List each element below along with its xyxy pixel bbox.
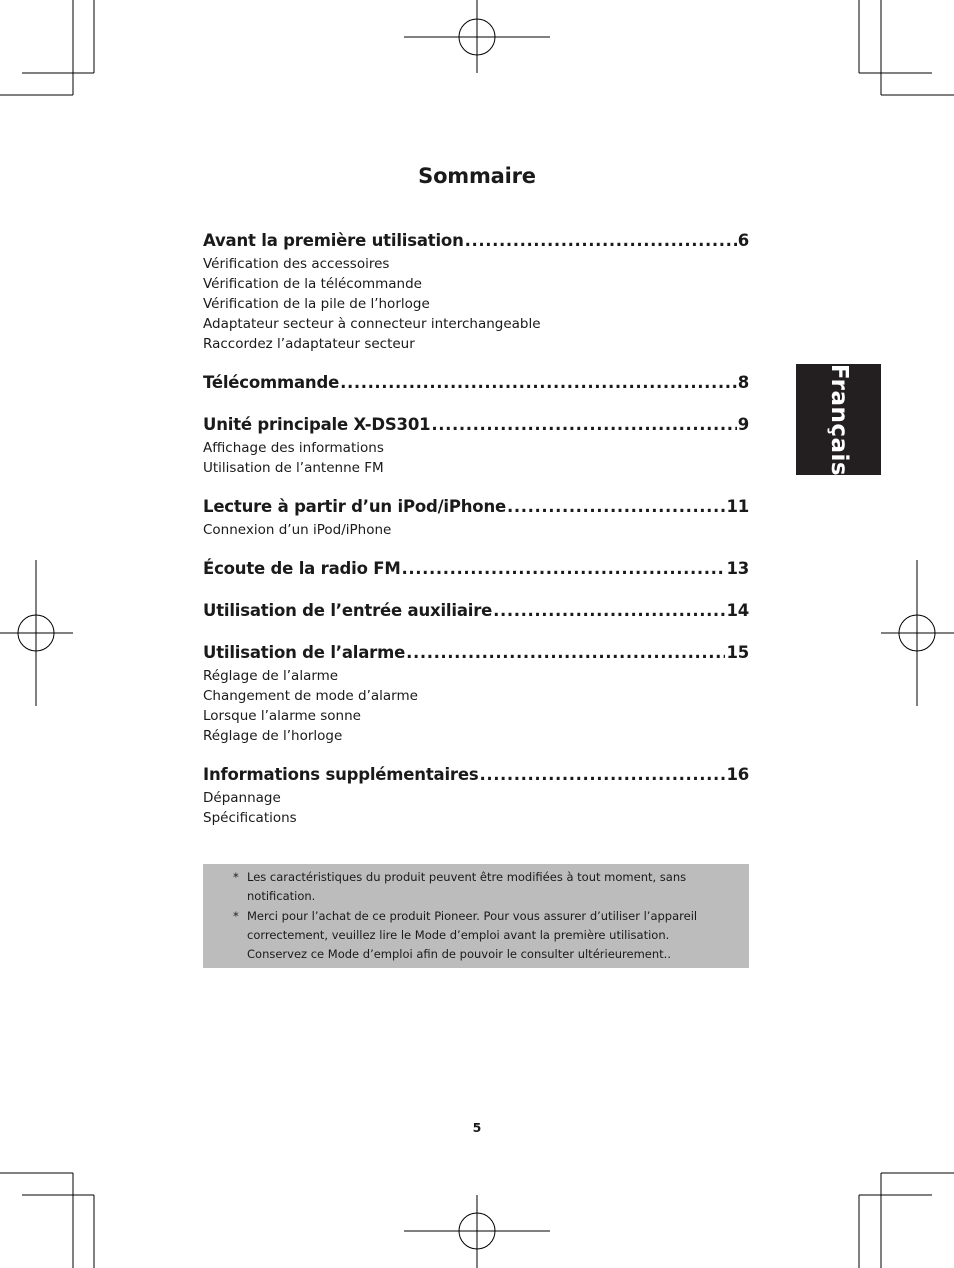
toc-section <box>203 640 749 746</box>
toc-subitem[interactable]: Utilisation de l’antenne FM <box>203 460 384 476</box>
toc-entry-page: 13 <box>726 559 749 578</box>
toc-entry[interactable] <box>203 762 749 788</box>
toc-subitem[interactable]: Changement de mode d’alarme <box>203 688 418 704</box>
toc-subitem[interactable]: Lorsque l’alarme sonne <box>203 708 361 724</box>
toc-entry[interactable] <box>203 598 749 624</box>
toc-subitem[interactable]: Connexion d’un iPod/iPhone <box>203 522 392 538</box>
page-title: Sommaire <box>418 164 536 188</box>
toc-leader-dots <box>431 412 736 438</box>
toc-entry[interactable] <box>203 640 749 666</box>
toc-entry-page: 11 <box>726 497 749 516</box>
toc-entry-page: 15 <box>726 643 749 662</box>
toc-subitem[interactable]: Adaptateur secteur à connecteur interchangeable <box>203 316 541 332</box>
toc-subitems <box>203 788 749 828</box>
note-marker: * <box>233 909 239 923</box>
toc-subitems <box>203 438 749 478</box>
toc-entry[interactable] <box>203 370 749 396</box>
toc-subitem[interactable]: Raccordez l’adaptateur secteur <box>203 336 415 352</box>
table-of-contents <box>203 228 749 844</box>
toc-subitem[interactable]: Réglage de l’horloge <box>203 728 343 744</box>
language-tab <box>796 364 881 475</box>
toc-entry-title: Utilisation de l’entrée auxiliaire <box>203 601 493 620</box>
toc-entry-title: Écoute de la radio FM <box>203 559 401 578</box>
toc-entry-page: 8 <box>737 373 749 392</box>
toc-section <box>203 762 749 828</box>
toc-entry-title: Avant la première utilisation <box>203 231 464 250</box>
toc-subitem[interactable]: Vérification de la pile de l’horloge <box>203 296 430 312</box>
note-item <box>233 868 731 906</box>
notes-list <box>233 868 731 964</box>
notes-box <box>203 864 749 968</box>
toc-subitem[interactable]: Réglage de l’alarme <box>203 668 339 684</box>
toc-entry-title: Lecture à partir d’un iPod/iPhone <box>203 497 506 516</box>
toc-entry[interactable] <box>203 412 749 438</box>
toc-entry[interactable] <box>203 494 749 520</box>
toc-section <box>203 494 749 540</box>
toc-entry-title: Utilisation de l’alarme <box>203 643 406 662</box>
toc-leader-dots <box>465 228 737 254</box>
toc-subitems <box>203 520 749 540</box>
toc-section <box>203 412 749 478</box>
toc-entry-page: 16 <box>726 765 749 784</box>
toc-leader-dots <box>406 640 725 666</box>
toc-entry-page: 14 <box>726 601 749 620</box>
toc-subitem[interactable]: Dépannage <box>203 790 281 806</box>
toc-section <box>203 370 749 396</box>
toc-subitem[interactable]: Vérification des accessoires <box>203 256 390 272</box>
note-text: Les caractéristiques du produit peuvent être modifiées à tout moment, sans notification. <box>247 870 687 903</box>
toc-leader-dots <box>507 494 725 520</box>
toc-leader-dots <box>493 598 725 624</box>
language-tab-label: Français <box>825 363 852 476</box>
note-marker: * <box>233 870 239 884</box>
toc-section <box>203 228 749 354</box>
note-item <box>233 907 731 964</box>
toc-leader-dots <box>340 370 737 396</box>
page-number: 5 <box>472 1120 482 1135</box>
toc-entry-title: Unité principale X-DS301 <box>203 415 431 434</box>
toc-leader-dots <box>479 762 725 788</box>
toc-section <box>203 598 749 624</box>
toc-entry-title: Informations supplémentaires <box>203 765 479 784</box>
toc-section <box>203 556 749 582</box>
toc-subitems <box>203 666 749 746</box>
toc-entry-title: Télécommande <box>203 373 340 392</box>
toc-subitem[interactable]: Vérification de la télécommande <box>203 276 422 292</box>
toc-entry-page: 6 <box>737 231 749 250</box>
toc-entry[interactable] <box>203 228 749 254</box>
toc-subitem[interactable]: Affichage des informations <box>203 440 384 456</box>
toc-leader-dots <box>402 556 726 582</box>
toc-subitem[interactable]: Spécifications <box>203 810 297 826</box>
toc-entry[interactable] <box>203 556 749 582</box>
toc-subitems <box>203 254 749 354</box>
note-text: Merci pour l’achat de ce produit Pioneer. Pour vous assurer d’utiliser l’appareil correctement, veuillez lire le Mode d’emploi avant la première utilisation. Conservez ce Mode d’emploi afin de pouvoir le consulter ultérieurement.. <box>247 909 698 961</box>
toc-entry-page: 9 <box>737 415 749 434</box>
